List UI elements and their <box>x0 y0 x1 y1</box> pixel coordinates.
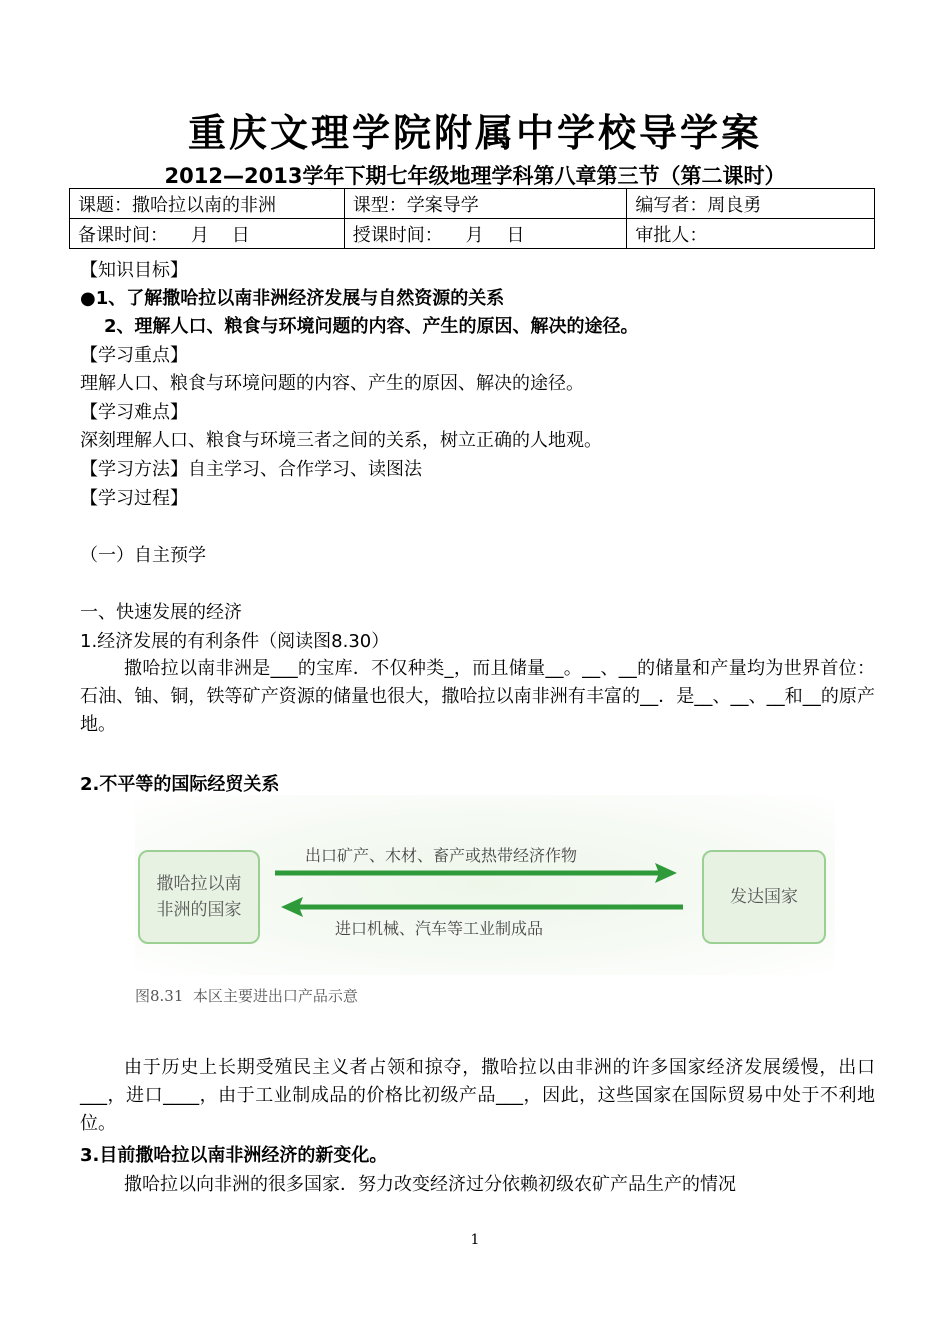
process-heading: 【学习过程】 <box>80 488 188 509</box>
focus-heading: 【学习重点】 <box>80 345 188 366</box>
author-cell: 编写者：周良勇 <box>627 189 875 219</box>
paragraph-start: 撒哈拉以向非洲的很多国家．努力改变经济过分依赖初级农矿产品生产的情况 <box>124 1174 736 1195</box>
trade-arrows <box>135 795 835 975</box>
focus-text: 理解人口、粮食与环境问题的内容、产生的原因、解决的途径。 <box>80 373 584 394</box>
item-heading: 1.经济发展的有利条件（阅读图8.30） <box>80 631 390 652</box>
prep-time-cell: 备课时间： 月 日 <box>70 219 345 249</box>
region-box-label: 撒哈拉以南非洲的国家 <box>156 874 242 920</box>
difficulty-heading: 【学习难点】 <box>80 402 188 423</box>
export-label: 出口矿产、木材、畜产或热带经济作物 <box>305 846 578 865</box>
page-number: 1 <box>470 1232 480 1248</box>
info-table <box>69 188 875 249</box>
export-arrow <box>275 863 677 883</box>
info-row <box>70 219 875 249</box>
lesson-topic-cell: 课题：撒哈拉以南的非洲 <box>70 189 345 219</box>
section-heading: 一、快速发展的经济 <box>80 602 242 623</box>
approver-cell: 审批人： <box>627 219 875 249</box>
import-arrow <box>281 897 683 917</box>
goal-item-1: ●1、了解撒哈拉以南非洲经济发展与自然资源的关系 <box>80 288 505 309</box>
knowledge-goal-heading: 【知识目标】 <box>80 260 188 281</box>
paragraph: 由于历史上长期受殖民主义者占领和掠夺，撒哈拉以由非洲的许多国家经济发展缓慢，出口___，进口____，由于工业制成品的价格比初级产品___，因此，这些国家在国际贸易中处于不利地位。 <box>80 1057 875 1134</box>
paragraph: 撒哈拉以南非洲是___的宝库．不仅种类_，而且储量__。__、__的储量和产量均为世界首位：石油、铀、铜，铁等矿产资源的储量也很大，撒哈拉以南非洲有丰富的__．是__、__、__和__的原产地。 <box>80 658 875 735</box>
lesson-type-cell: 课型：学案导学 <box>344 189 627 219</box>
self-study-heading: （一）自主预学 <box>80 545 206 566</box>
import-label: 进口机械、汽车等工业制成品 <box>335 919 544 938</box>
figure-caption: 图8.31 本区主要进出口产品示意 <box>135 987 358 1005</box>
item-heading: 3.目前撒哈拉以南非洲经济的新变化。 <box>80 1145 388 1166</box>
teach-time-cell: 授课时间： 月 日 <box>344 219 627 249</box>
trade-diagram <box>135 795 835 1005</box>
developed-countries-label: 发达国家 <box>730 887 798 907</box>
difficulty-text: 深刻理解人口、粮食与环境三者之间的关系，树立正确的人地观。 <box>80 430 602 451</box>
document-title: 重庆文理学院附属中学校导学案 <box>187 110 762 155</box>
info-row <box>70 189 875 219</box>
method-line: 【学习方法】自主学习、合作学习、读图法 <box>80 459 422 480</box>
item-heading: 2.不平等的国际经贸关系 <box>80 774 280 795</box>
goal-item-2: 2、理解人口、粮食与环境问题的内容、产生的原因、解决的途径。 <box>104 316 639 337</box>
document-subtitle: 2012—2013学年下期七年级地理学科第八章第三节（第二课时） <box>164 164 786 188</box>
